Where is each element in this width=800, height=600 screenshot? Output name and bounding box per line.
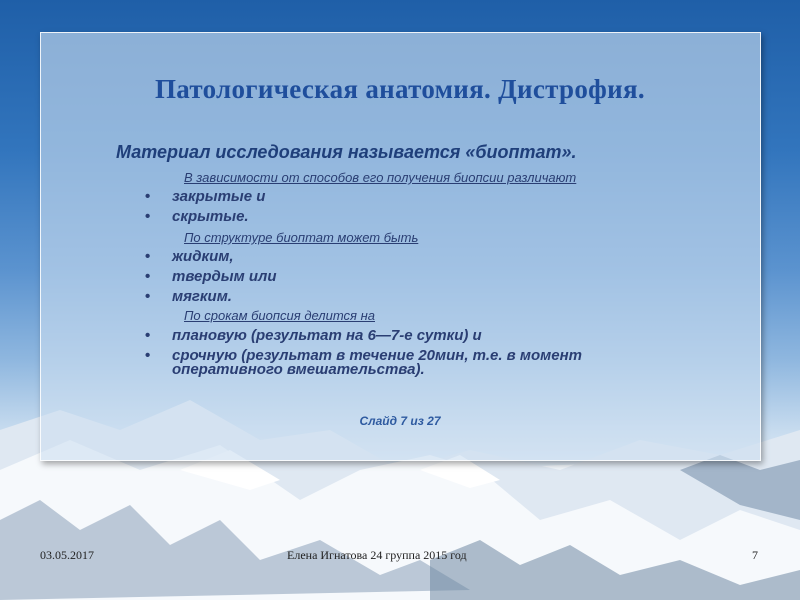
list-item xyxy=(145,347,692,378)
list-item xyxy=(145,188,266,205)
list-item xyxy=(145,268,277,285)
slide-counter: Слайд 7 из 27 xyxy=(359,414,441,428)
bullet-icon: • xyxy=(145,327,151,344)
slide-subtitle: Материал исследования называется «биоптат». xyxy=(116,142,577,162)
list-item-text: твердым или xyxy=(172,268,277,285)
footer-page-number: 7 xyxy=(752,548,758,562)
list-item xyxy=(145,327,482,344)
list-item xyxy=(145,208,249,225)
bullet-icon: • xyxy=(145,208,151,225)
footer-date: 03.05.2017 xyxy=(40,548,94,562)
bullet-icon: • xyxy=(145,188,151,205)
list-item xyxy=(145,248,234,265)
caption-biopsy-timing: По срокам биопсия делится на xyxy=(184,308,375,323)
list-item-text: плановую (результат на 6—7-е сутки) и xyxy=(172,327,482,344)
bullet-icon: • xyxy=(145,347,151,364)
list-item xyxy=(145,288,232,305)
bullet-icon: • xyxy=(145,268,151,285)
caption-biopsy-methods: В зависимости от способов его получения биопсии различают xyxy=(184,170,577,185)
bullet-icon: • xyxy=(145,288,151,305)
footer-author: Елена Игнатова 24 группа 2015 год xyxy=(287,548,467,562)
slide-title: Патологическая анатомия. Дистрофия. xyxy=(155,74,645,104)
bullet-icon: • xyxy=(145,248,151,265)
list-item-text: закрытые и xyxy=(172,188,266,205)
list-item-text: срочную (результат в течение 20мин, т.е. в момент оперативного вмешательства). xyxy=(172,347,582,378)
list-item-text: жидким, xyxy=(172,248,234,265)
list-item-text: мягким. xyxy=(172,288,232,305)
caption-biopsy-structure: По структуре биоптат может быть xyxy=(184,230,419,245)
list-item-text: скрытые. xyxy=(172,208,249,225)
